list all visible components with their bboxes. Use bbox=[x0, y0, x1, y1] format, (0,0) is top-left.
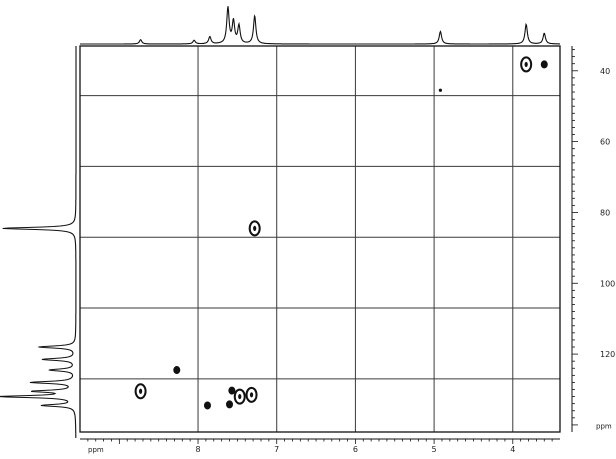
cross-peak-blob bbox=[173, 366, 180, 374]
cross-peak-core bbox=[238, 394, 241, 399]
cross-peak-blob bbox=[204, 401, 211, 409]
x-tick-label: 6 bbox=[352, 445, 358, 454]
cross-peak-core bbox=[250, 392, 253, 397]
cross-peak-blob bbox=[226, 400, 233, 408]
cross-peak-core bbox=[525, 62, 528, 67]
x-tick-label: 8 bbox=[195, 445, 201, 454]
y-tick-label: 40 bbox=[600, 66, 611, 76]
x-tick-label: 4 bbox=[510, 445, 516, 454]
y-axis-unit: ppm bbox=[596, 422, 612, 431]
cross-peak-core bbox=[253, 226, 256, 231]
x-axis-unit: ppm bbox=[88, 446, 104, 454]
y-tick-label: 120 bbox=[600, 350, 616, 360]
y-tick-label: 100 bbox=[600, 279, 616, 289]
cross-peak-blob bbox=[541, 60, 548, 68]
y-tick-label: 80 bbox=[600, 208, 611, 218]
y-tick-label: 60 bbox=[600, 137, 611, 147]
cross-peak-dot bbox=[439, 89, 442, 92]
x-tick-label: 7 bbox=[274, 445, 280, 454]
cross-peak-core bbox=[139, 389, 142, 394]
x-tick-label: 5 bbox=[431, 445, 437, 454]
